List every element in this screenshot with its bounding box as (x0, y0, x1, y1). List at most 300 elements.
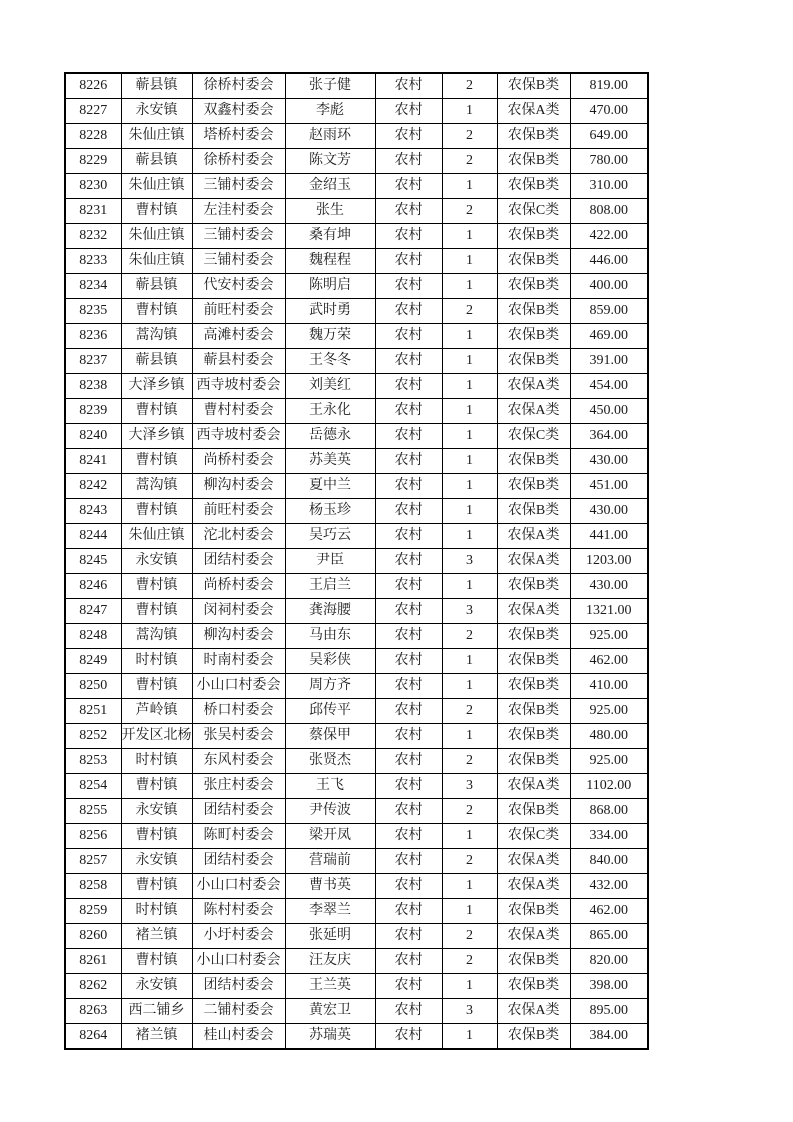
table-row (65, 699, 648, 724)
cell-person-count: 3 (442, 599, 497, 624)
cell-town: 朱仙庄镇 (121, 124, 192, 149)
cell-person-count: 3 (442, 549, 497, 574)
cell-serial-number: 8256 (65, 824, 121, 849)
cell-village-committee: 蕲县村委会 (192, 349, 285, 374)
cell-serial-number: 8236 (65, 324, 121, 349)
cell-person-name: 王永化 (285, 399, 375, 424)
cell-town: 曹村镇 (121, 824, 192, 849)
cell-insurance-type: 农保C类 (497, 424, 570, 449)
cell-village-committee: 西寺坡村委会 (192, 424, 285, 449)
cell-insurance-type: 农保A类 (497, 774, 570, 799)
cell-amount: 1321.00 (570, 599, 648, 624)
table-row (65, 474, 648, 499)
cell-village-committee: 小山口村委会 (192, 874, 285, 899)
cell-person-count: 1 (442, 524, 497, 549)
cell-serial-number: 8262 (65, 974, 121, 999)
cell-serial-number: 8259 (65, 899, 121, 924)
cell-town: 曹村镇 (121, 874, 192, 899)
cell-amount: 1203.00 (570, 549, 648, 574)
cell-town: 开发区北杨 (121, 724, 192, 749)
cell-person-name: 曹书英 (285, 874, 375, 899)
cell-amount: 469.00 (570, 324, 648, 349)
cell-residence-category: 农村 (375, 799, 442, 824)
cell-serial-number: 8246 (65, 574, 121, 599)
cell-amount: 410.00 (570, 674, 648, 699)
cell-person-count: 1 (442, 899, 497, 924)
cell-residence-category: 农村 (375, 224, 442, 249)
table-row (65, 199, 648, 224)
cell-person-name: 李彪 (285, 99, 375, 124)
cell-residence-category: 农村 (375, 874, 442, 899)
cell-amount: 430.00 (570, 574, 648, 599)
cell-residence-category: 农村 (375, 899, 442, 924)
cell-person-name: 吴彩侠 (285, 649, 375, 674)
cell-town: 蕲县镇 (121, 349, 192, 374)
table-row (65, 574, 648, 599)
cell-serial-number: 8229 (65, 149, 121, 174)
cell-serial-number: 8247 (65, 599, 121, 624)
table-row (65, 274, 648, 299)
cell-amount: 865.00 (570, 924, 648, 949)
pension-roster-table (64, 72, 649, 1050)
cell-insurance-type: 农保B类 (497, 899, 570, 924)
table-row (65, 899, 648, 924)
cell-village-committee: 闵祠村委会 (192, 599, 285, 624)
cell-residence-category: 农村 (375, 374, 442, 399)
cell-insurance-type: 农保B类 (497, 1024, 570, 1050)
cell-person-name: 岳德永 (285, 424, 375, 449)
cell-insurance-type: 农保B类 (497, 73, 570, 99)
cell-person-count: 2 (442, 849, 497, 874)
cell-village-committee: 尚桥村委会 (192, 449, 285, 474)
cell-town: 时村镇 (121, 899, 192, 924)
cell-village-committee: 陈町村委会 (192, 824, 285, 849)
cell-insurance-type: 农保B类 (497, 299, 570, 324)
cell-serial-number: 8235 (65, 299, 121, 324)
cell-person-count: 1 (442, 874, 497, 899)
cell-village-committee: 三铺村委会 (192, 224, 285, 249)
cell-person-name: 尹传波 (285, 799, 375, 824)
cell-amount: 480.00 (570, 724, 648, 749)
cell-amount: 334.00 (570, 824, 648, 849)
cell-residence-category: 农村 (375, 999, 442, 1024)
cell-serial-number: 8252 (65, 724, 121, 749)
cell-village-committee: 团结村委会 (192, 849, 285, 874)
cell-serial-number: 8238 (65, 374, 121, 399)
cell-insurance-type: 农保B类 (497, 474, 570, 499)
cell-person-name: 张生 (285, 199, 375, 224)
table-row (65, 749, 648, 774)
cell-person-count: 1 (442, 349, 497, 374)
cell-amount: 925.00 (570, 624, 648, 649)
cell-town: 曹村镇 (121, 449, 192, 474)
cell-town: 朱仙庄镇 (121, 249, 192, 274)
cell-insurance-type: 农保C类 (497, 199, 570, 224)
cell-insurance-type: 农保A类 (497, 849, 570, 874)
cell-person-name: 魏万荣 (285, 324, 375, 349)
cell-village-committee: 徐桥村委会 (192, 73, 285, 99)
cell-village-committee: 沱北村委会 (192, 524, 285, 549)
cell-insurance-type: 农保B类 (497, 449, 570, 474)
table-row (65, 299, 648, 324)
cell-residence-category: 农村 (375, 974, 442, 999)
cell-person-count: 2 (442, 799, 497, 824)
cell-person-count: 1 (442, 424, 497, 449)
cell-person-count: 1 (442, 99, 497, 124)
cell-person-name: 金绍玉 (285, 174, 375, 199)
cell-person-count: 1 (442, 249, 497, 274)
cell-serial-number: 8227 (65, 99, 121, 124)
cell-village-committee: 东风村委会 (192, 749, 285, 774)
cell-residence-category: 农村 (375, 524, 442, 549)
cell-amount: 808.00 (570, 199, 648, 224)
cell-person-name: 陈明启 (285, 274, 375, 299)
cell-village-committee: 塔桥村委会 (192, 124, 285, 149)
cell-town: 西二铺乡 (121, 999, 192, 1024)
cell-serial-number: 8232 (65, 224, 121, 249)
cell-serial-number: 8254 (65, 774, 121, 799)
cell-serial-number: 8230 (65, 174, 121, 199)
cell-insurance-type: 农保A类 (497, 524, 570, 549)
cell-insurance-type: 农保B类 (497, 624, 570, 649)
cell-residence-category: 农村 (375, 124, 442, 149)
cell-town: 大泽乡镇 (121, 374, 192, 399)
cell-insurance-type: 农保B类 (497, 674, 570, 699)
cell-serial-number: 8248 (65, 624, 121, 649)
cell-residence-category: 农村 (375, 474, 442, 499)
cell-residence-category: 农村 (375, 749, 442, 774)
table-row (65, 599, 648, 624)
cell-village-committee: 二铺村委会 (192, 999, 285, 1024)
cell-residence-category: 农村 (375, 949, 442, 974)
cell-amount: 925.00 (570, 749, 648, 774)
cell-person-name: 张延明 (285, 924, 375, 949)
table-row (65, 724, 648, 749)
cell-village-committee: 双鑫村委会 (192, 99, 285, 124)
table-row (65, 124, 648, 149)
cell-town: 朱仙庄镇 (121, 524, 192, 549)
cell-insurance-type: 农保B类 (497, 749, 570, 774)
table-row (65, 774, 648, 799)
cell-person-count: 2 (442, 149, 497, 174)
cell-person-count: 1 (442, 374, 497, 399)
cell-person-count: 1 (442, 274, 497, 299)
cell-insurance-type: 农保C类 (497, 824, 570, 849)
cell-town: 永安镇 (121, 849, 192, 874)
table-row (65, 674, 648, 699)
cell-serial-number: 8261 (65, 949, 121, 974)
cell-serial-number: 8244 (65, 524, 121, 549)
cell-amount: 840.00 (570, 849, 648, 874)
cell-village-committee: 代安村委会 (192, 274, 285, 299)
cell-amount: 649.00 (570, 124, 648, 149)
cell-person-name: 营瑞前 (285, 849, 375, 874)
cell-village-committee: 小山口村委会 (192, 674, 285, 699)
cell-amount: 310.00 (570, 174, 648, 199)
cell-person-count: 1 (442, 574, 497, 599)
cell-person-count: 1 (442, 724, 497, 749)
cell-amount: 868.00 (570, 799, 648, 824)
cell-town: 永安镇 (121, 799, 192, 824)
table-row (65, 949, 648, 974)
cell-village-committee: 团结村委会 (192, 974, 285, 999)
table-row (65, 974, 648, 999)
cell-serial-number: 8264 (65, 1024, 121, 1050)
table-row (65, 224, 648, 249)
cell-village-committee: 高滩村委会 (192, 324, 285, 349)
cell-insurance-type: 农保B类 (497, 699, 570, 724)
cell-residence-category: 农村 (375, 549, 442, 574)
cell-person-count: 3 (442, 774, 497, 799)
cell-serial-number: 8226 (65, 73, 121, 99)
cell-insurance-type: 农保B类 (497, 149, 570, 174)
cell-person-count: 1 (442, 674, 497, 699)
cell-person-count: 2 (442, 924, 497, 949)
cell-town: 时村镇 (121, 749, 192, 774)
cell-serial-number: 8231 (65, 199, 121, 224)
cell-insurance-type: 农保A类 (497, 399, 570, 424)
cell-amount: 895.00 (570, 999, 648, 1024)
cell-person-name: 张子健 (285, 73, 375, 99)
cell-person-count: 1 (442, 974, 497, 999)
table-row (65, 924, 648, 949)
cell-insurance-type: 农保B类 (497, 174, 570, 199)
cell-residence-category: 农村 (375, 849, 442, 874)
cell-residence-category: 农村 (375, 199, 442, 224)
cell-insurance-type: 农保A类 (497, 999, 570, 1024)
cell-village-committee: 时南村委会 (192, 649, 285, 674)
table-row (65, 649, 648, 674)
cell-serial-number: 8228 (65, 124, 121, 149)
cell-serial-number: 8257 (65, 849, 121, 874)
cell-village-committee: 张庄村委会 (192, 774, 285, 799)
cell-person-count: 2 (442, 299, 497, 324)
cell-insurance-type: 农保B类 (497, 974, 570, 999)
cell-village-committee: 徐桥村委会 (192, 149, 285, 174)
cell-village-committee: 桥口村委会 (192, 699, 285, 724)
table-row (65, 874, 648, 899)
cell-amount: 859.00 (570, 299, 648, 324)
cell-person-name: 张贤杰 (285, 749, 375, 774)
cell-amount: 446.00 (570, 249, 648, 274)
cell-person-count: 2 (442, 124, 497, 149)
cell-residence-category: 农村 (375, 424, 442, 449)
cell-insurance-type: 农保B类 (497, 249, 570, 274)
cell-person-count: 1 (442, 324, 497, 349)
cell-insurance-type: 农保B类 (497, 649, 570, 674)
cell-residence-category: 农村 (375, 499, 442, 524)
cell-amount: 454.00 (570, 374, 648, 399)
table-row (65, 549, 648, 574)
cell-village-committee: 小圩村委会 (192, 924, 285, 949)
cell-residence-category: 农村 (375, 599, 442, 624)
cell-village-committee: 西寺坡村委会 (192, 374, 285, 399)
cell-village-committee: 尚桥村委会 (192, 574, 285, 599)
cell-village-committee: 柳沟村委会 (192, 474, 285, 499)
cell-town: 褚兰镇 (121, 1024, 192, 1050)
table-row (65, 849, 648, 874)
cell-person-name: 苏瑞英 (285, 1024, 375, 1050)
cell-person-name: 夏中兰 (285, 474, 375, 499)
cell-amount: 400.00 (570, 274, 648, 299)
cell-village-committee: 前旺村委会 (192, 299, 285, 324)
cell-person-count: 2 (442, 73, 497, 99)
cell-person-count: 1 (442, 499, 497, 524)
cell-insurance-type: 农保B类 (497, 499, 570, 524)
cell-insurance-type: 农保B类 (497, 949, 570, 974)
cell-serial-number: 8249 (65, 649, 121, 674)
cell-village-committee: 曹村村委会 (192, 399, 285, 424)
cell-serial-number: 8234 (65, 274, 121, 299)
cell-serial-number: 8239 (65, 399, 121, 424)
cell-residence-category: 农村 (375, 774, 442, 799)
cell-person-name: 汪友庆 (285, 949, 375, 974)
cell-serial-number: 8251 (65, 699, 121, 724)
cell-residence-category: 农村 (375, 324, 442, 349)
table-row (65, 824, 648, 849)
cell-residence-category: 农村 (375, 399, 442, 424)
cell-insurance-type: 农保A类 (497, 549, 570, 574)
cell-village-committee: 三铺村委会 (192, 249, 285, 274)
table-row (65, 349, 648, 374)
table-row (65, 499, 648, 524)
cell-town: 大泽乡镇 (121, 424, 192, 449)
cell-residence-category: 农村 (375, 674, 442, 699)
cell-person-name: 王启兰 (285, 574, 375, 599)
cell-town: 永安镇 (121, 549, 192, 574)
cell-person-count: 1 (442, 649, 497, 674)
cell-person-name: 王飞 (285, 774, 375, 799)
cell-person-name: 梁开凤 (285, 824, 375, 849)
cell-serial-number: 8242 (65, 474, 121, 499)
cell-person-name: 龚海腰 (285, 599, 375, 624)
cell-person-count: 2 (442, 699, 497, 724)
cell-person-count: 1 (442, 399, 497, 424)
cell-serial-number: 8255 (65, 799, 121, 824)
cell-person-count: 1 (442, 824, 497, 849)
cell-serial-number: 8263 (65, 999, 121, 1024)
table-row (65, 73, 648, 99)
cell-amount: 820.00 (570, 949, 648, 974)
cell-serial-number: 8237 (65, 349, 121, 374)
cell-amount: 462.00 (570, 649, 648, 674)
cell-person-name: 杨玉珍 (285, 499, 375, 524)
cell-person-name: 武时勇 (285, 299, 375, 324)
cell-person-name: 桑有坤 (285, 224, 375, 249)
cell-town: 曹村镇 (121, 774, 192, 799)
cell-serial-number: 8253 (65, 749, 121, 774)
cell-person-count: 3 (442, 999, 497, 1024)
cell-serial-number: 8241 (65, 449, 121, 474)
cell-residence-category: 农村 (375, 824, 442, 849)
cell-residence-category: 农村 (375, 449, 442, 474)
cell-residence-category: 农村 (375, 624, 442, 649)
cell-person-name: 马由东 (285, 624, 375, 649)
cell-person-count: 2 (442, 199, 497, 224)
cell-serial-number: 8260 (65, 924, 121, 949)
cell-person-name: 蔡保甲 (285, 724, 375, 749)
cell-insurance-type: 农保B类 (497, 224, 570, 249)
cell-amount: 422.00 (570, 224, 648, 249)
cell-insurance-type: 农保B类 (497, 724, 570, 749)
cell-amount: 391.00 (570, 349, 648, 374)
cell-insurance-type: 农保A类 (497, 599, 570, 624)
cell-town: 朱仙庄镇 (121, 224, 192, 249)
cell-amount: 441.00 (570, 524, 648, 549)
cell-amount: 780.00 (570, 149, 648, 174)
cell-residence-category: 农村 (375, 699, 442, 724)
cell-serial-number: 8245 (65, 549, 121, 574)
cell-serial-number: 8243 (65, 499, 121, 524)
cell-village-committee: 前旺村委会 (192, 499, 285, 524)
cell-insurance-type: 农保A类 (497, 374, 570, 399)
cell-town: 朱仙庄镇 (121, 174, 192, 199)
cell-residence-category: 农村 (375, 924, 442, 949)
cell-person-name: 苏美英 (285, 449, 375, 474)
cell-person-name: 黄宏卫 (285, 999, 375, 1024)
cell-amount: 470.00 (570, 99, 648, 124)
cell-person-name: 赵雨环 (285, 124, 375, 149)
cell-town: 时村镇 (121, 649, 192, 674)
cell-insurance-type: 农保B类 (497, 324, 570, 349)
cell-insurance-type: 农保A类 (497, 99, 570, 124)
table-row (65, 624, 648, 649)
cell-town: 永安镇 (121, 974, 192, 999)
cell-person-name: 王兰英 (285, 974, 375, 999)
table-row (65, 174, 648, 199)
table-row (65, 1024, 648, 1050)
cell-amount: 430.00 (570, 449, 648, 474)
cell-village-committee: 团结村委会 (192, 799, 285, 824)
pension-table-body (65, 73, 648, 1049)
cell-amount: 430.00 (570, 499, 648, 524)
cell-village-committee: 左洼村委会 (192, 199, 285, 224)
cell-residence-category: 农村 (375, 174, 442, 199)
table-row (65, 149, 648, 174)
table-row (65, 524, 648, 549)
table-row (65, 799, 648, 824)
cell-town: 曹村镇 (121, 199, 192, 224)
cell-amount: 398.00 (570, 974, 648, 999)
cell-town: 曹村镇 (121, 574, 192, 599)
cell-amount: 451.00 (570, 474, 648, 499)
cell-town: 曹村镇 (121, 499, 192, 524)
table-row (65, 449, 648, 474)
cell-person-count: 1 (442, 474, 497, 499)
cell-town: 褚兰镇 (121, 924, 192, 949)
cell-town: 曹村镇 (121, 599, 192, 624)
table-row (65, 999, 648, 1024)
table-row (65, 374, 648, 399)
cell-person-count: 1 (442, 1024, 497, 1050)
table-row (65, 99, 648, 124)
cell-person-name: 周方齐 (285, 674, 375, 699)
cell-amount: 462.00 (570, 899, 648, 924)
cell-village-committee: 陈村村委会 (192, 899, 285, 924)
cell-residence-category: 农村 (375, 73, 442, 99)
cell-village-committee: 小山口村委会 (192, 949, 285, 974)
cell-insurance-type: 农保B类 (497, 799, 570, 824)
cell-person-count: 1 (442, 449, 497, 474)
cell-village-committee: 桂山村委会 (192, 1024, 285, 1050)
cell-person-count: 2 (442, 749, 497, 774)
cell-amount: 819.00 (570, 73, 648, 99)
cell-person-name: 王冬冬 (285, 349, 375, 374)
cell-person-name: 魏程程 (285, 249, 375, 274)
cell-amount: 364.00 (570, 424, 648, 449)
cell-town: 蕲县镇 (121, 149, 192, 174)
cell-town: 蕲县镇 (121, 274, 192, 299)
